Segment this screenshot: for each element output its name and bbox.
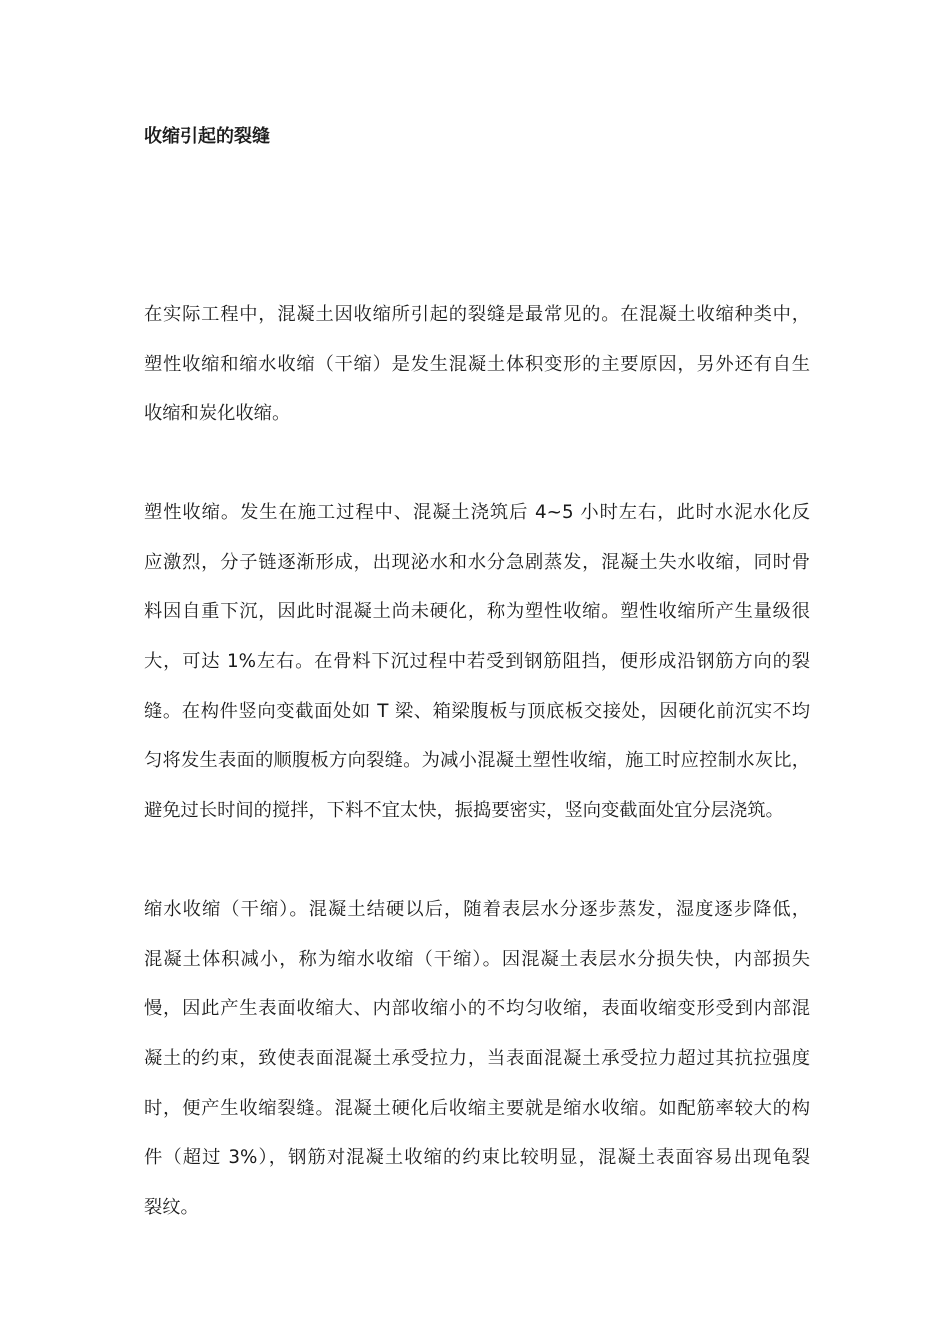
text-line: 应激烈，分子链逐渐形成，出现泌水和水分急剧蒸发，混凝土失水收缩，同时骨 [144, 551, 810, 573]
text-line: 慢，因此产生表面收缩大、内部收缩小的不均匀收缩，表面收缩变形受到内部混 [144, 998, 810, 1020]
text-line: 缝。在构件竖向变截面处如 T 梁、箱梁腹板与顶底板交接处，因硬化前沉实不均 [144, 700, 810, 722]
text-line: 匀将发生表面的顺腹板方向裂缝。为减小混凝土塑性收缩，施工时应控制水灰比， [144, 750, 810, 772]
text-line: 缩水收缩（干缩）。混凝土结硬以后，随着表层水分逐步蒸发，湿度逐步降低， [144, 899, 810, 920]
text-line: 在实际工程中，混凝土因收缩所引起的裂缝是最常见的。在混凝土收缩种类中， [144, 304, 810, 325]
text-line: 塑性收缩和缩水收缩（干缩）是发生混凝土体积变形的主要原因，另外还有自生 [144, 353, 810, 375]
text-line: 大，可达 1%左右。在骨料下沉过程中若受到钢筋阻挡，便形成沿钢筋方向的裂 [144, 651, 810, 673]
paragraph-drying-shrinkage [144, 897, 810, 1245]
paragraph-plastic-shrinkage [144, 500, 810, 848]
paragraph-intro [144, 302, 810, 451]
text-line: 时，便产生收缩裂缝。混凝土硬化后收缩主要就是缩水收缩。如配筋率较大的构 [144, 1097, 810, 1119]
text-line: 件（超过 3%），钢筋对混凝土收缩的约束比较明显，混凝土表面容易出现龟裂 [144, 1147, 810, 1169]
text-line: 避免过长时间的搅拌，下料不宜太快，振捣要密实，竖向变截面处宜分层浇筑。 [144, 800, 784, 822]
text-line: 混凝土体积减小，称为缩水收缩（干缩）。因混凝土表层水分损失快，内部损失 [144, 948, 810, 970]
text-line: 收缩和炭化收缩。 [144, 403, 291, 425]
text-line: 凝土的约束，致使表面混凝土承受拉力，当表面混凝土承受拉力超过其抗拉强度 [144, 1048, 810, 1070]
document-title: 收缩引起的裂缝 [144, 126, 270, 147]
text-line: 料因自重下沉，因此时混凝土尚未硬化，称为塑性收缩。塑性收缩所产生量级很 [144, 601, 810, 623]
text-line: 塑性收缩。发生在施工过程中、混凝土浇筑后 4~5 小时左右，此时水泥水化反 [144, 502, 810, 523]
text-line: 裂纹。 [144, 1197, 199, 1219]
